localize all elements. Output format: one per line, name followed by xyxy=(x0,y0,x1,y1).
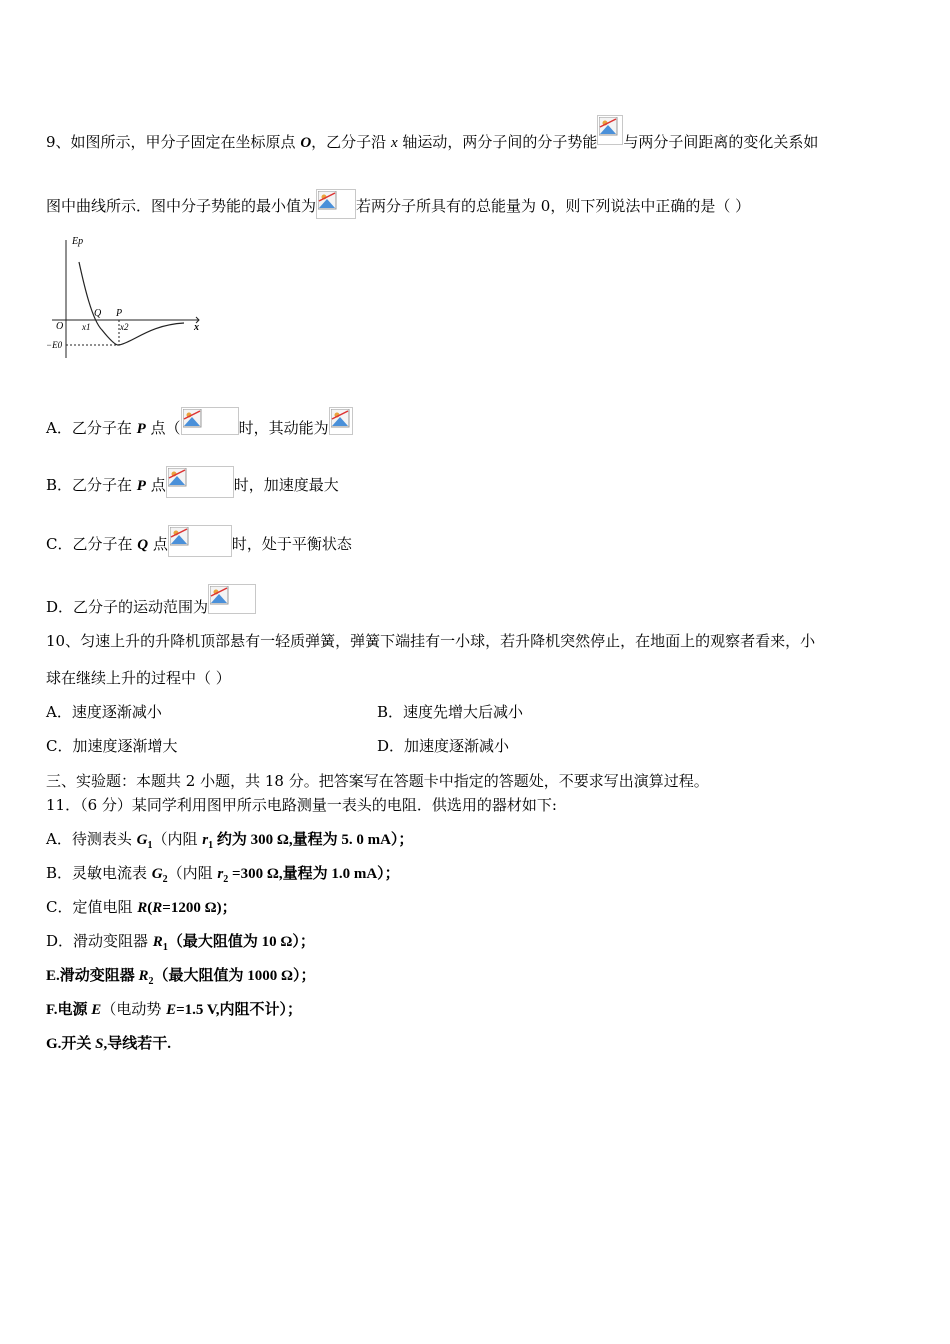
item-text: =1200 Ω)； xyxy=(162,900,237,916)
var-G: G xyxy=(136,832,148,848)
broken-image-icon xyxy=(329,407,353,435)
origin-O: O xyxy=(56,321,64,332)
item-text: G.开关 xyxy=(46,1036,96,1052)
var-O: O xyxy=(300,135,312,151)
item-text: （最大阻值为 10 Ω）； xyxy=(167,934,315,950)
label-x1: x1 xyxy=(82,322,91,332)
var-R: R xyxy=(137,900,148,916)
option-text: 点 xyxy=(148,535,168,553)
subscript: 1 xyxy=(208,840,214,851)
broken-image-icon xyxy=(597,115,623,145)
q9-text: ，乙分子沿 xyxy=(311,133,391,151)
item-text: =1.5 V,内阻不计）； xyxy=(176,1002,303,1018)
option-text: 点（ xyxy=(145,419,181,437)
var-R: R xyxy=(152,900,163,916)
broken-image-icon xyxy=(181,407,239,435)
option-text: D．乙分子的运动范围为 xyxy=(46,598,209,616)
option-text: B．乙分子在 xyxy=(46,476,137,494)
var-R: R xyxy=(138,968,149,984)
var-P: P xyxy=(136,421,146,437)
label-Q: Q xyxy=(94,308,102,319)
var-E: E xyxy=(166,1002,177,1018)
option-text: A．乙分子在 xyxy=(46,419,137,437)
option-text: C．乙分子在 xyxy=(46,535,138,553)
var-R: R xyxy=(152,934,163,950)
var-x: x xyxy=(390,135,398,151)
q11-item-f xyxy=(46,999,302,1020)
ylabel-Ep: Ep xyxy=(72,236,84,247)
q10-option-a: A．速度逐渐减小 xyxy=(46,703,162,721)
label-P: P xyxy=(116,308,123,319)
item-text: E.滑动变阻器 xyxy=(46,968,139,984)
q10-line2: 球在继续上升的过程中（ ） xyxy=(46,669,231,687)
q10-line1: 10、匀速上升的升降机顶部悬有一轻质弹簧，弹簧下端挂有一小球，若升降机突然停止，在地面上的观察者看来，小 xyxy=(46,632,816,650)
q9-line1 xyxy=(46,115,818,153)
ep-curve xyxy=(79,262,184,345)
q9-option-a xyxy=(46,407,353,439)
item-text: 约为 300 Ω,量程为 5. 0 mA）； xyxy=(213,832,414,848)
q11-item-a xyxy=(46,829,413,856)
item-text: C．定值电阻 xyxy=(46,898,138,916)
item-text: （内阻 xyxy=(152,830,203,848)
label-x2: x2 xyxy=(120,322,129,332)
item-text: （电动势 xyxy=(101,1000,167,1018)
option-text: 时，处于平衡状态 xyxy=(231,535,352,553)
q9-text: 与两分子间距离的变化关系如 xyxy=(623,133,819,151)
var-r: r xyxy=(202,832,209,848)
var-r: r xyxy=(217,866,224,882)
broken-image-icon xyxy=(316,189,356,219)
q11-item-g xyxy=(46,1033,171,1054)
item-text: （内阻 xyxy=(167,864,218,882)
subscript: 2 xyxy=(223,874,229,885)
q9-text: 图中曲线所示．图中分子势能的最小值为 xyxy=(46,197,317,215)
item-text: B．灵敏电流表 xyxy=(46,864,152,882)
q11-item-e xyxy=(46,965,316,992)
subscript: 2 xyxy=(148,976,154,987)
item-text: ( xyxy=(147,900,153,916)
subscript: 2 xyxy=(162,874,168,885)
q9-text: 9、如图所示，甲分子固定在坐标原点 xyxy=(46,133,301,151)
q9-line2 xyxy=(46,189,750,219)
potential-energy-graph xyxy=(44,230,209,365)
q10-option-b: B．速度先增大后减小 xyxy=(377,703,524,721)
item-text: （最大阻值为 1000 Ω）； xyxy=(153,968,316,984)
label-E0: −E0 xyxy=(46,340,63,350)
item-text: A．待测表头 xyxy=(46,830,137,848)
q9-option-b xyxy=(46,466,339,498)
var-S: S xyxy=(95,1036,104,1052)
option-text: 点 xyxy=(145,476,166,494)
q9-text: 若两分子所具有的总能量为 0，则下列说法中正确的是（ ） xyxy=(356,197,751,215)
xlabel-x: x xyxy=(194,322,199,333)
var-E: E xyxy=(91,1002,102,1018)
q10-option-d: D．加速度逐渐减小 xyxy=(377,737,510,755)
subscript: 1 xyxy=(162,942,168,953)
var-Q: Q xyxy=(137,537,149,553)
q11-intro: 11．（6 分）某同学利用图甲所示电路测量一表头的电阻．供选用的器材如下: xyxy=(46,796,557,814)
option-text: 时，加速度最大 xyxy=(233,476,339,494)
item-text: =300 Ω,量程为 1.0 mA）； xyxy=(228,866,400,882)
option-text: 时，其动能为 xyxy=(238,419,329,437)
item-text: F.电源 xyxy=(46,1002,92,1018)
broken-image-icon xyxy=(166,466,234,498)
q9-option-c xyxy=(46,525,352,557)
var-P: P xyxy=(136,478,146,494)
q11-item-b xyxy=(46,863,400,890)
broken-image-icon xyxy=(168,525,232,557)
q9-text: 轴运动，两分子间的分子势能 xyxy=(397,133,598,151)
q11-item-d xyxy=(46,931,315,958)
section-heading: 三、实验题：本题共 2 小题，共 18 分。把答案写在答题卡中指定的答题处，不要求写出演算过程。 xyxy=(46,772,709,790)
item-text: ,导线若干. xyxy=(103,1036,172,1052)
item-text: D．滑动变阻器 xyxy=(46,932,153,950)
var-G: G xyxy=(151,866,163,882)
q11-item-c xyxy=(46,897,237,918)
q9-option-d xyxy=(46,584,256,617)
q10-option-c: C．加速度逐渐增大 xyxy=(46,737,178,755)
subscript: 1 xyxy=(147,840,153,851)
broken-image-icon xyxy=(208,584,256,614)
